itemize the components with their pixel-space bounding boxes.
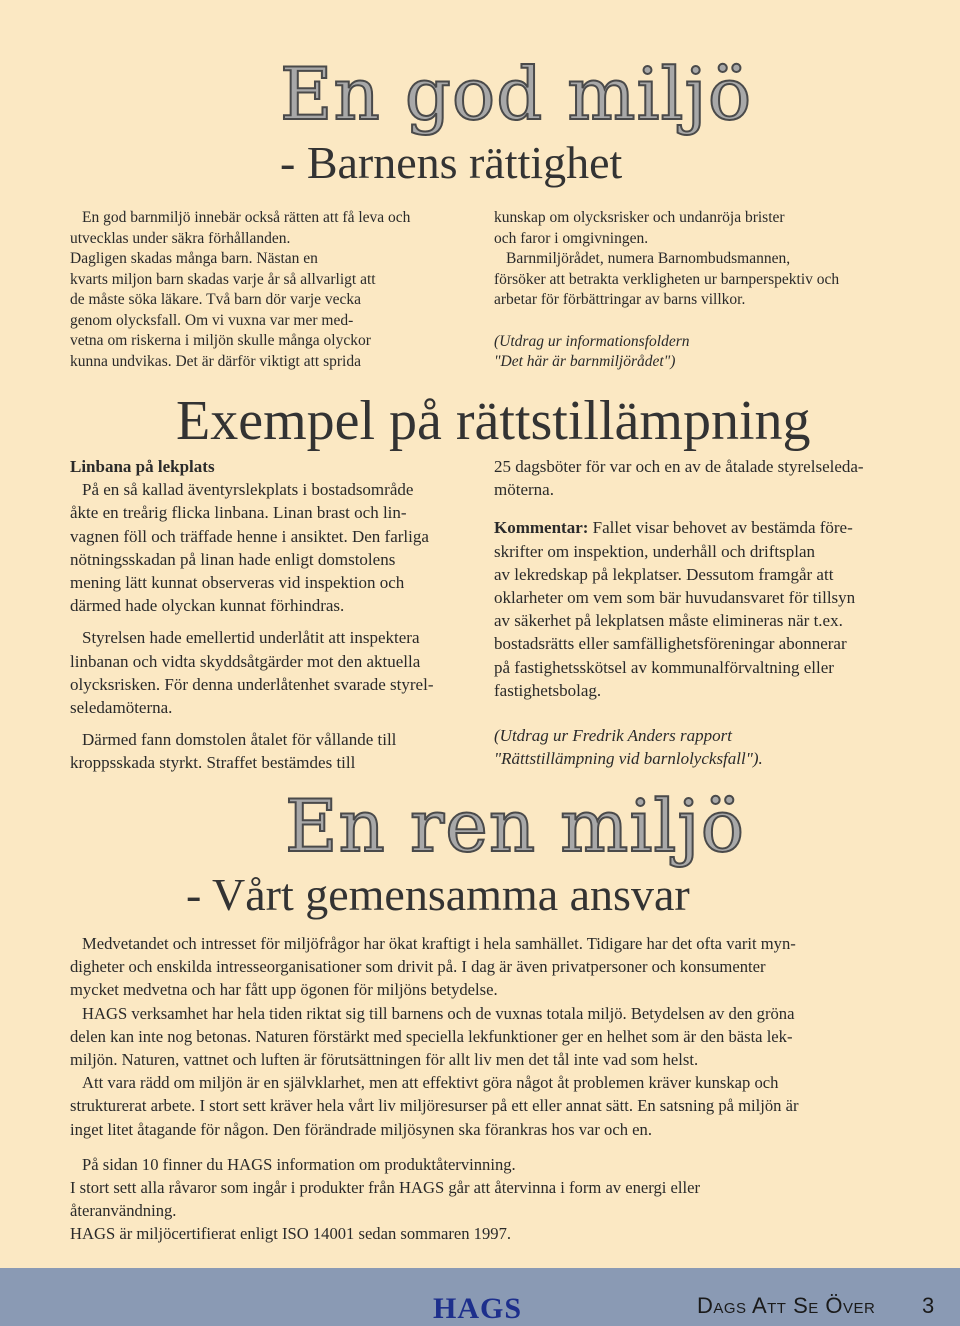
case-paragraph-2: Styrelsen hade emellertid underlåtit att inspektera linbanan och vidta skyddsåtgärder mot den aktuella olycksrisken. För denna underlåtenhet svarade styrel- seledamöterna.	[70, 628, 434, 718]
environment-text	[70, 932, 910, 1246]
section-title-en-ren-miljo: En ren miljö	[285, 784, 746, 868]
section-title-en-god-miljo: En god miljö	[280, 52, 753, 136]
case-source: (Utdrag ur Fredrik Anders rapport "Rättstillämpning vid barnlolycksfall").	[494, 726, 763, 769]
case-paragraph-3: Därmed fann domstolen åtalet för vållande till kroppsskada styrkt. Straffet bestämdes till	[70, 730, 397, 773]
case-paragraph-1: På en så kallad äventyrslekplats i bostadsområde åkte en treårig flicka linbana. Linan brast och lin- vagnen föll och träffade henne i ansiktet. Den farliga nötningsskadan på linan hade enligt domstolens mening lätt kunnat observeras vid inspektion och därmed hade olyckan kunnat förhindras.	[70, 480, 429, 616]
case-comment	[494, 516, 914, 702]
intro-left-paragraph: En god barnmiljö innebär också rätten att få leva och utvecklas under säkra förhållanden. Dagligen skadas många barn. Nästan en kvarts miljon barn skadas varje år så allvarligt att de måste söka läkare. Två barn dör varje vecka genom olycksfall. Om vi vuxna var mer med- vetna om riskerna i miljön skulle många olyckor kunna undvikas. Det är därför viktigt att sprida	[70, 209, 411, 370]
footer-publication-title: Dags Att Se Över	[697, 1293, 876, 1318]
section-subtitle-ansvar: - Vårt gemensamma ansvar	[186, 869, 690, 920]
footer-bar	[0, 1268, 960, 1326]
case-right-column	[494, 455, 914, 770]
case-heading: Linbana på lekplats	[70, 457, 215, 476]
environment-paragraph-2: HAGS verksamhet har hela tiden riktat sig till barnens och de vuxnas totala miljö. Betydelsen av den gröna delen kan inte nog betonas. Naturen förstärkt med speciella lekfunktioner ger en helhet som är den bästa lek- miljön. Naturen, vattnet och luften är förutsättningen för allt liv men det tål inte vad som helst.	[70, 1003, 795, 1070]
case-left-column	[70, 455, 480, 775]
comment-label: Kommentar:	[494, 518, 589, 538]
comment-text: Fallet visar behovet av bestämda före- skrifter om inspektion, underhåll och driftsplan av lekredskap på lekplatser. Dessutom framgår att oklarheter om vem som bär huvudansvaret för tillsyn av säkerhet på lekplatsen måste elimineras när t.ex. bostadsrätts eller samfällighetsföreningar abonnerar på fastighetsskötsel av kommunalförvaltning eller fastighetsbolag.	[494, 518, 856, 700]
environment-paragraph-1: Medvetandet och intresset för miljöfrågor har ökat kraftigt i hela samhället. Tidigare har det ofta varit myn- digheter och enskilda intresseorganisationer som drivit på. I dag är även privatpersoner och konsumenter mycket medvetna och har fått upp ögonen för miljöns betydelse.	[70, 934, 796, 1000]
intro-right-column	[494, 208, 914, 373]
intro-source: (Utdrag ur informationsfoldern "Det här är barnmiljörådet")	[494, 332, 690, 370]
section-subtitle: - Barnens rättighet	[280, 137, 623, 188]
section-title-exempel: Exempel på rättstillämpning	[176, 390, 811, 452]
intro-left-column	[70, 208, 470, 372]
environment-paragraph-4: På sidan 10 finner du HAGS information om produktåtervinning. I stort sett alla råvaror som ingår i produkter från HAGS går att återvinna i form av energi eller återanvändning. HAGS är miljöcertifierat enligt ISO 14001 sedan sommaren 1997.	[70, 1154, 701, 1244]
page-number: 3	[922, 1293, 935, 1318]
case-verdict: 25 dagsböter för var och en av de åtalade styrelseleda- möterna.	[494, 457, 864, 500]
hags-logo: HAGS	[433, 1292, 523, 1325]
environment-paragraph-3: Att vara rädd om miljön är en självklarhet, men att effektivt göra något åt problemen kräver kunskap och strukturerat arbete. I stort sett kräver hela vårt liv miljöresurser på ett eller annat sätt. En satsning på miljön är inget litet åtagande för någon. Den förändrade miljösynen ska förankras hos var och en.	[70, 1073, 799, 1139]
intro-right-paragraph-1: kunskap om olycksrisker och undanröja brister och faror i omgivningen.	[494, 209, 785, 247]
intro-right-paragraph-2: Barnmiljörådet, numera Barnombudsmannen, försöker att betrakta verkligheten ur barnperspektiv och arbetar för förbättringar av barns villkor.	[494, 250, 840, 308]
